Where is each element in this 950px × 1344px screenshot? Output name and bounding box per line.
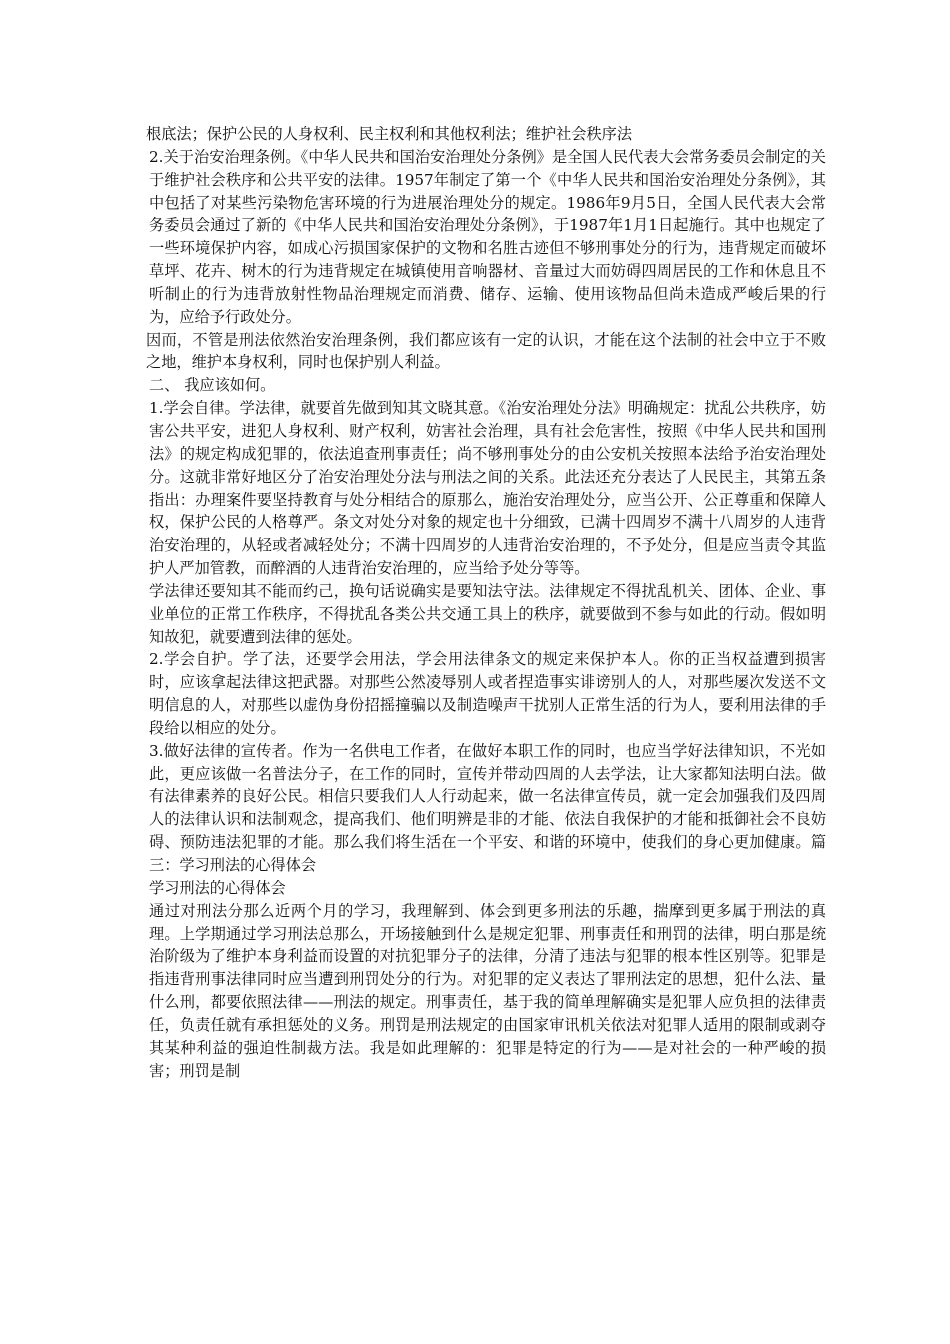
section-heading-criminal-law-reflections: 学习刑法的心得体会 — [149, 878, 286, 897]
paragraph-self-discipline: 1.学会自律。学法律，就要首先做到知其文晓其意。《治安治理处分法》明确规定：扰乱公共秩序，妨害公共平安，进犯人身权利、财产权利，妨害社会治理，具有社会危害性，按照《中华人民共和国刑法》的规定构成犯罪的，依法追查刑事责任；尚不够刑事处分的由公安机关按照本法给予治安治理处分。这就非常好地区分了治安治理处分法与刑法之间的关系。此法还充分表达了人民民主，其第五条指出：办理案件要坚持教育与处分相结合的原那么，施治安治理处分，应当公开、公正尊重和保障人权，保护公民的人格尊严。条文对处分对象的规定也十分细致，已满十四周岁不满十八周岁的人违背治安治理的，从轻或者减轻处分；不满十四周岁的人违背治安治理的，不予处分，但是应当责令其监护人严加管教，而醉酒的人违背治安治理的，应当给予处分等等。 — [149, 399, 826, 578]
document-body — [146, 123, 826, 1082]
paragraph-self-protection: 2.学会自护。学了法，还要学会用法，学会用法律条文的规定来保护本人。你的正当权益遭到损害时，应该拿起法律这把武器。对那些公然凌辱别人或者捏造事实诽谤别人的人，对那些屡次发送不文明信息的人，对那些以虚伪身份招摇撞骗以及制造噪声干扰别人正常生活的行为人，要利用法律的手段给以相应的处分。 — [149, 650, 826, 737]
paragraph-therefore: 因而，不管是刑法依然治安治理条例，我们都应该有一定的认识，才能在这个法制的社会中立于不败之地，维护本身权利，同时也保护别人利益。 — [146, 330, 826, 372]
paragraph-criminal-law-study: 通过对刑法分那么近两个月的学习，我理解到、体会到更多刑法的乐趣，揣摩到更多属于刑法的真理。上学期通过学习刑法总那么，开场接触到什么是规定犯罪、刑事责任和刑罚的法律，明白那是统治阶级为了维护本身利益而设置的对抗犯罪分子的法律，分清了违法与犯罪的根本性区别等。犯罪是指违背刑事法律同时应当遭到刑罚处分的行为。对犯罪的定义表达了罪刑法定的思想，犯什么法、量什么刑，都要依照法律——刑法的规定。刑事责任，基于我的简单理解确实是犯罪人应负担的法律责任，负责任就有承担惩处的义务。刑罚是刑法规定的由国家审讯机关依法对犯罪人适用的限制或剥夺其某种利益的强迫性制裁方法。我是如此理解的：犯罪是特定的行为——是对社会的一种严峻的损害；刑罚是制 — [149, 901, 826, 1080]
paragraph-law-publicity: 3.做好法律的宣传者。作为一名供电工作者，在做好本职工作的同时，也应当学好法律知识，不光如此，更应该做一名普法分子，在工作的同时，宣传并带动四周的人去学法，让大家都知法明白法。做有法律素养的良好公民。相信只要我们人人行动起来，做一名法律宣传员，就一定会加强我们及四周人的法律认识和法制观念，提高我们、他们明辨是非的才能、依法自我保护的才能和抵御社会不良妨碍、预防违法犯罪的才能。那么我们将生活在一个平安、和谐的环境中，使我们的身心更加健康。篇三：学习刑法的心得体会 — [149, 741, 826, 874]
paragraph-rights-laws: 根底法；保护公民的人身权利、民主权利和其他权利法；维护社会秩序法 — [146, 125, 632, 143]
section-heading-what-should-i-do: 二、 我应该如何。 — [149, 376, 276, 395]
paragraph-public-order-regulations: 2.关于治安治理条例。《中华人民共和国治安治理处分条例》是全国人民代表大会常务委员会制定的关于维护社会秩序和公共平安的法律。1957年制定了第一个《中华人民共和国治安治理处分条例》，其中包括了对某些污染物危害环境的行为进展治理处分的规定。1986年9月5日，全国人民代表大会常务委员会通过了新的《中华人民共和国治安治理处分条例》，于1987年1月1日起施行。其中也规定了一些环境保护内容，如成心污损国家保护的文物和名胜古迹但不够刑事处分的行为，违背规定而破坏草坪、花卉、树木的行为违背规定在城镇使用音响器材、音量过大而妨碍四周居民的工作和休息且不听制止的行为违背放射性物品治理规定而消费、储存、运输、使用该物品但尚未造成严峻后果的行为，应给予行政处分。 — [149, 147, 826, 326]
paragraph-abide-by-law: 学法律还要知其不能而约己，换句话说确实是要知法守法。法律规定不得扰乱机关、团体、企业、事业单位的正常工作秩序，不得扰乱各类公共交通工具上的秩序，就要做到不参与如此的行动。假如明知故犯，就要遭到法律的惩处。 — [149, 581, 826, 646]
